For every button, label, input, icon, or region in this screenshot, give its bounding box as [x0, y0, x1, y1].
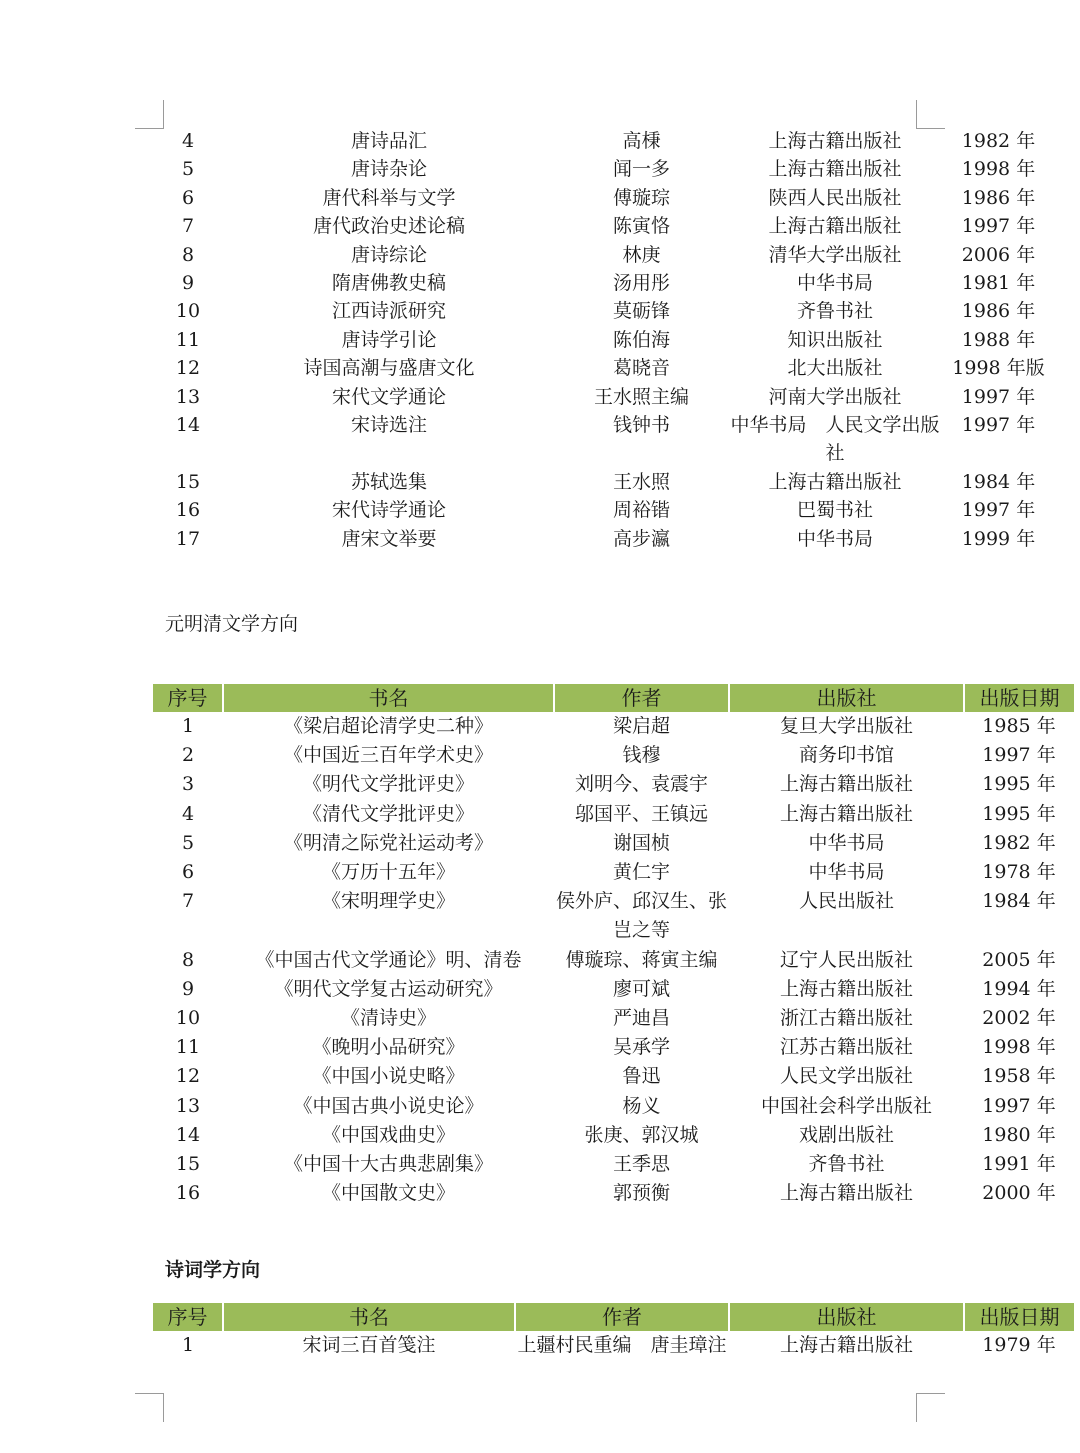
- cell-author: 邬国平、王镇远: [574, 802, 708, 825]
- cell-title: 《中国散文史》: [321, 1182, 455, 1205]
- cell-no: 10: [175, 300, 201, 323]
- cell-title: 唐诗杂论: [350, 158, 427, 181]
- cell-date: 1988 年: [961, 328, 1036, 351]
- cell-no: 11: [175, 1036, 201, 1059]
- cell-publisher: 人民文学出版社: [779, 1065, 913, 1088]
- cell-author: 周裕锴: [612, 499, 670, 522]
- cell-publisher: 中华书局: [796, 527, 873, 550]
- cell-title: 江西诗派研究: [331, 300, 446, 323]
- cell-date: 1997 年: [961, 414, 1036, 437]
- cell-title: 唐诗学引论: [341, 328, 437, 351]
- cell-author: 王水照: [612, 470, 670, 493]
- cell-title: 宋代文学通论: [331, 385, 446, 408]
- cell-title: 苏轼选集: [350, 470, 427, 493]
- table-row: [153, 887, 1074, 945]
- cell-title: 唐诗品汇: [350, 130, 427, 152]
- cell-publisher: 浙江古籍出版社: [779, 1007, 913, 1030]
- cell-publisher: 知识出版社: [787, 328, 883, 351]
- cell-author: 上疆村民重编 唐圭璋注: [517, 1334, 727, 1356]
- cell-no: 16: [175, 1182, 201, 1205]
- table-row: [152, 184, 1056, 212]
- cell-publisher: 辽宁人民出版社: [779, 948, 913, 971]
- cell-publisher: 戏剧出版社: [798, 1123, 894, 1146]
- crop-mark-bottom-left: [135, 1393, 164, 1422]
- cell-author: 钱钟书: [612, 414, 670, 437]
- cell-no: 15: [175, 470, 201, 493]
- cell-publisher: 清华大学出版社: [768, 243, 902, 266]
- header-title: 书名: [223, 1303, 515, 1331]
- table-row: [152, 468, 1056, 496]
- cell-author: 陈伯海: [612, 328, 670, 351]
- cell-no: 8: [181, 243, 195, 266]
- cell-publisher: 中华书局 人民文学出版社: [730, 414, 940, 465]
- crop-mark-top-right: [916, 100, 945, 129]
- cell-author: 梁启超: [612, 715, 670, 737]
- cell-author: 高棅: [622, 130, 661, 152]
- cell-no: 17: [175, 527, 201, 550]
- cell-title: 《中国近三百年学术史》: [283, 744, 493, 767]
- cell-no: 7: [181, 215, 195, 238]
- table-row: [152, 354, 1056, 382]
- cell-date: 2005 年: [982, 948, 1056, 971]
- cell-title: 《中国古典小说史论》: [293, 1094, 484, 1117]
- cell-title: 《清代文学批评史》: [302, 802, 474, 825]
- table-row: [152, 326, 1056, 354]
- cell-title: 《明代文学复古运动研究》: [274, 977, 503, 1000]
- cell-no: 16: [175, 499, 201, 522]
- cell-publisher: 齐鲁书社: [808, 1153, 885, 1176]
- cell-no: 1: [181, 715, 195, 737]
- cell-author: 侯外庐、邱汉生、张岂之等: [555, 890, 727, 942]
- cell-no: 6: [181, 186, 195, 209]
- cell-author: 傅璇琮、蒋寅主编: [565, 948, 718, 971]
- cell-date: 1978 年: [982, 861, 1056, 884]
- header-date: 出版日期: [964, 684, 1074, 712]
- cell-title: 宋诗选注: [350, 414, 427, 437]
- table-row: [152, 155, 1056, 183]
- cell-date: 1997 年: [982, 744, 1056, 767]
- table-body: [153, 712, 1074, 1208]
- header-title: 书名: [223, 684, 554, 712]
- cell-no: 11: [175, 328, 201, 351]
- table-row: [153, 829, 1074, 858]
- cell-author: 陈寅恪: [612, 215, 670, 238]
- cell-publisher: 复旦大学出版社: [779, 715, 913, 737]
- cell-no: 5: [181, 158, 195, 181]
- cell-date: 1995 年: [982, 773, 1056, 796]
- cell-title: 《梁启超论清学史二种》: [283, 715, 493, 737]
- table-row: [153, 1033, 1074, 1062]
- cell-title: 《中国十大古典悲剧集》: [283, 1153, 493, 1176]
- cell-title: 隋唐佛教史稿: [331, 272, 446, 295]
- cell-no: 4: [181, 130, 195, 152]
- cell-title: 《明清之际党社运动考》: [283, 831, 493, 854]
- table-row: [153, 1150, 1074, 1179]
- table-row: [153, 975, 1074, 1004]
- table-header: [153, 1303, 1074, 1331]
- cell-date: 1982 年: [982, 831, 1056, 854]
- cell-author: 闻一多: [612, 158, 670, 181]
- cell-no: 4: [181, 802, 195, 825]
- table-header: [153, 684, 1074, 712]
- cell-publisher: 上海古籍出版社: [768, 130, 902, 152]
- cell-no: 8: [181, 948, 195, 971]
- book-table-shi-ci: [153, 1303, 1074, 1360]
- table-row: [153, 712, 1074, 741]
- cell-publisher: 江苏古籍出版社: [779, 1036, 913, 1059]
- table-row: [153, 1004, 1074, 1033]
- cell-author: 傅璇琮: [612, 186, 670, 209]
- cell-no: 6: [181, 861, 195, 884]
- cell-author: 郭预衡: [612, 1182, 670, 1205]
- book-table-yuan-ming-qing: [153, 684, 1074, 1208]
- cell-no: 9: [181, 977, 195, 1000]
- cell-date: 2002 年: [982, 1007, 1056, 1030]
- cell-date: 1998 年版: [952, 357, 1045, 380]
- cell-author: 林庚: [622, 243, 661, 266]
- cell-no: 1: [181, 1334, 195, 1356]
- cell-no: 7: [181, 890, 195, 913]
- cell-author: 廖可斌: [612, 977, 670, 1000]
- cell-title: 《清诗史》: [340, 1007, 436, 1030]
- table-row: [152, 383, 1056, 411]
- cell-title: 宋代诗学通论: [331, 499, 446, 522]
- cell-date: 1995 年: [982, 802, 1056, 825]
- cell-publisher: 中国社会科学出版社: [760, 1094, 932, 1117]
- cell-date: 1994 年: [982, 977, 1056, 1000]
- cell-title: 《宋明理学史》: [321, 890, 455, 913]
- cell-date: 1986 年: [961, 300, 1036, 323]
- cell-no: 14: [175, 414, 201, 437]
- cell-author: 吴承学: [612, 1036, 670, 1059]
- cell-author: 高步瀛: [612, 527, 670, 550]
- header-publisher: 出版社: [729, 684, 964, 712]
- cell-publisher: 上海古籍出版社: [779, 1334, 913, 1356]
- header-date: 出版日期: [964, 1303, 1074, 1331]
- cell-title: 《中国戏曲史》: [321, 1123, 455, 1146]
- cell-date: 1984 年: [982, 890, 1056, 913]
- cell-date: 1980 年: [982, 1123, 1056, 1146]
- table-row: [153, 741, 1074, 770]
- cell-date: 1958 年: [982, 1065, 1056, 1088]
- table-row: [153, 800, 1074, 829]
- section-heading-shi-ci: 诗词学方向: [165, 1259, 261, 1281]
- cell-title: 《中国古代文学通论》明、清卷: [255, 948, 522, 971]
- cell-publisher: 上海古籍出版社: [768, 470, 902, 493]
- cell-publisher: 上海古籍出版社: [779, 773, 913, 796]
- cell-title: 《万历十五年》: [321, 861, 455, 884]
- cell-no: 15: [175, 1153, 201, 1176]
- cell-publisher: 上海古籍出版社: [768, 158, 902, 181]
- book-table-tang-song: [152, 127, 1056, 553]
- cell-date: 1985 年: [982, 715, 1056, 737]
- cell-no: 2: [181, 744, 195, 767]
- cell-author: 汤用彤: [612, 272, 670, 295]
- cell-publisher: 中华书局: [808, 831, 885, 854]
- table-row: [153, 1331, 1074, 1360]
- cell-date: 2006 年: [961, 243, 1036, 266]
- cell-no: 3: [181, 773, 195, 796]
- cell-date: 1981 年: [961, 272, 1036, 295]
- cell-title: 唐诗综论: [350, 243, 427, 266]
- table-row: [153, 1179, 1074, 1208]
- crop-mark-bottom-right: [916, 1393, 945, 1422]
- table-row: [152, 525, 1056, 553]
- cell-author: 钱穆: [622, 744, 661, 767]
- cell-date: 2000 年: [982, 1182, 1056, 1205]
- cell-title: 宋词三百首笺注: [302, 1334, 436, 1356]
- table-row: [152, 127, 1056, 155]
- cell-publisher: 上海古籍出版社: [779, 1182, 913, 1205]
- cell-title: 《晚明小品研究》: [312, 1036, 465, 1059]
- cell-title: 诗国高潮与盛唐文化: [303, 357, 475, 380]
- cell-author: 刘明今、袁震宇: [574, 773, 708, 796]
- table-body: [152, 127, 1056, 553]
- cell-date: 1998 年: [982, 1036, 1056, 1059]
- table-row: [153, 770, 1074, 799]
- cell-author: 莫砺锋: [612, 300, 670, 323]
- cell-publisher: 北大出版社: [787, 357, 883, 380]
- cell-author: 张庚、郭汉城: [584, 1123, 699, 1146]
- cell-title: 唐代政治史述论稿: [312, 215, 465, 238]
- cell-author: 严迪昌: [612, 1007, 670, 1030]
- cell-title: 唐代科举与文学: [322, 186, 456, 209]
- cell-publisher: 上海古籍出版社: [779, 977, 913, 1000]
- cell-no: 13: [175, 1094, 201, 1117]
- cell-publisher: 齐鲁书社: [796, 300, 873, 323]
- header-row: [153, 1303, 1074, 1331]
- table-row: [152, 212, 1056, 240]
- cell-author: 王水照主编: [593, 385, 689, 408]
- cell-date: 1986 年: [961, 186, 1036, 209]
- cell-date: 1984 年: [961, 470, 1036, 493]
- cell-publisher: 中华书局: [808, 861, 885, 884]
- cell-title: 唐宋文举要: [341, 527, 437, 550]
- cell-author: 谢国桢: [612, 831, 670, 854]
- cell-date: 1998 年: [961, 158, 1036, 181]
- cell-no: 12: [175, 357, 201, 380]
- cell-no: 14: [175, 1123, 201, 1146]
- cell-author: 鲁迅: [622, 1065, 661, 1088]
- section-heading-yuan-ming-qing: 元明清文学方向: [165, 613, 299, 635]
- cell-date: 1982 年: [961, 130, 1036, 152]
- cell-no: 12: [175, 1065, 201, 1088]
- cell-publisher: 上海古籍出版社: [779, 802, 913, 825]
- cell-date: 1997 年: [961, 385, 1036, 408]
- cell-author: 黄仁宇: [612, 861, 670, 884]
- table-row: [153, 1062, 1074, 1091]
- table-row: [153, 858, 1074, 887]
- cell-publisher: 巴蜀书社: [796, 499, 873, 522]
- header-row: [153, 684, 1074, 712]
- header-author: 作者: [515, 1303, 729, 1331]
- table-body: [153, 1331, 1074, 1360]
- cell-date: 1999 年: [961, 527, 1036, 550]
- crop-mark-top-left: [135, 100, 164, 129]
- table-row: [152, 411, 1056, 468]
- cell-publisher: 中华书局: [796, 272, 873, 295]
- cell-title: 《明代文学批评史》: [302, 773, 474, 796]
- cell-publisher: 人民出版社: [798, 890, 894, 913]
- table-row: [152, 269, 1056, 297]
- table-row: [152, 496, 1056, 524]
- header-no: 序号: [153, 1303, 223, 1331]
- header-no: 序号: [153, 684, 223, 712]
- table-row: [152, 241, 1056, 269]
- header-author: 作者: [554, 684, 729, 712]
- cell-publisher: 上海古籍出版社: [768, 215, 902, 238]
- cell-date: 1991 年: [982, 1153, 1056, 1176]
- cell-no: 10: [175, 1007, 201, 1030]
- cell-publisher: 河南大学出版社: [768, 385, 902, 408]
- cell-author: 杨义: [622, 1094, 661, 1117]
- cell-publisher: 陕西人民出版社: [768, 186, 902, 209]
- cell-publisher: 商务印书馆: [798, 744, 894, 767]
- cell-author: 葛晓音: [612, 357, 670, 380]
- table-row: [153, 1092, 1074, 1121]
- cell-date: 1979 年: [982, 1334, 1056, 1356]
- cell-author: 王季思: [612, 1153, 670, 1176]
- cell-date: 1997 年: [961, 499, 1036, 522]
- cell-date: 1997 年: [961, 215, 1036, 238]
- cell-no: 9: [181, 272, 195, 295]
- cell-date: 1997 年: [982, 1094, 1056, 1117]
- table-row: [153, 1121, 1074, 1150]
- table-row: [152, 297, 1056, 325]
- cell-no: 13: [175, 385, 201, 408]
- cell-title: 《中国小说史略》: [312, 1065, 465, 1088]
- cell-no: 5: [181, 831, 195, 854]
- header-publisher: 出版社: [729, 1303, 964, 1331]
- table-row: [153, 946, 1074, 975]
